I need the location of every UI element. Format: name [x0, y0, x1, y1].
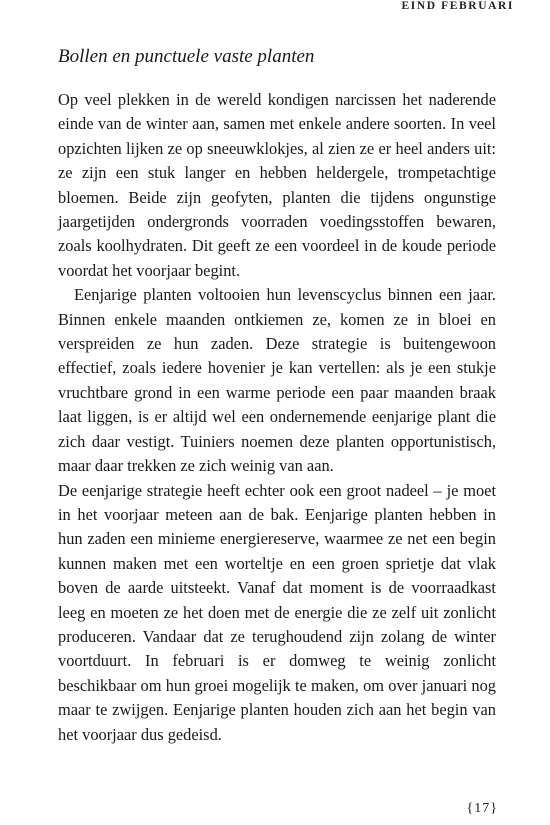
paragraph: Eenjarige planten voltooien hun levenscyclus binnen een jaar. Binnen enkele maanden ontkiemen ze, komen ze in bloei en verspreiden ze hun zaden. Deze strategie is buitengewoon effectief, zoals iedere hovenier je kan vertellen: als je een stukje vruchtbare grond in een warme periode een paar maanden braak laat liggen, is er altijd wel een ondernemende eenjarige plant die zich daar vestigt. Tuiniers noemen deze planten opportunistisch, maar daar trekken ze zich weinig van aan. [58, 285, 496, 476]
paragraph: Op veel plekken in de wereld kondigen narcissen het naderende einde van de winter aan, samen met enkele andere soorten. In veel opzichten lijken ze op sneeuwklokjes, al zien ze er heel anders uit: ze zijn een stuk langer en hebben heldergele, trompetachtige bloemen. Beide zijn geofyten, planten die tijdens ongunstige jaargetijden ondergronds voorraden voedingsstoffen bewaren, zoals koolhydraten. Dit geeft ze een voordeel in de koude periode voordat het voorjaar begint. [58, 90, 496, 280]
section-title: Bollen en punctuele vaste planten [58, 46, 315, 67]
paragraph: De eenjarige strategie heeft echter ook een groot nadeel – je moet in het voorjaar meteen aan de bak. Eenjarige planten hebben in hun zaden een minieme energiereserve, waarmee ze net een begin kunnen maken met een worteltje en een groen sprietje dat vlak boven de aarde uitsteekt. Vanaf dat moment is de voorraadkast leeg en moeten ze het doen met de energie die ze zelf uit zonlicht produceren. Vandaar dat ze terughoudend zijn zolang de winter voortduurt. In februari is er domweg te weinig zonlicht beschikbaar om hun groei mogelijk te maken, om over januari nog maar te zwijgen. Eenjarige planten houden zich aan het begin van het voorjaar dus gedeisd. [58, 480, 496, 744]
page-number: {17} [466, 801, 498, 816]
body-text [58, 88, 496, 747]
running-head: EIND FEBRUARI [401, 0, 514, 12]
